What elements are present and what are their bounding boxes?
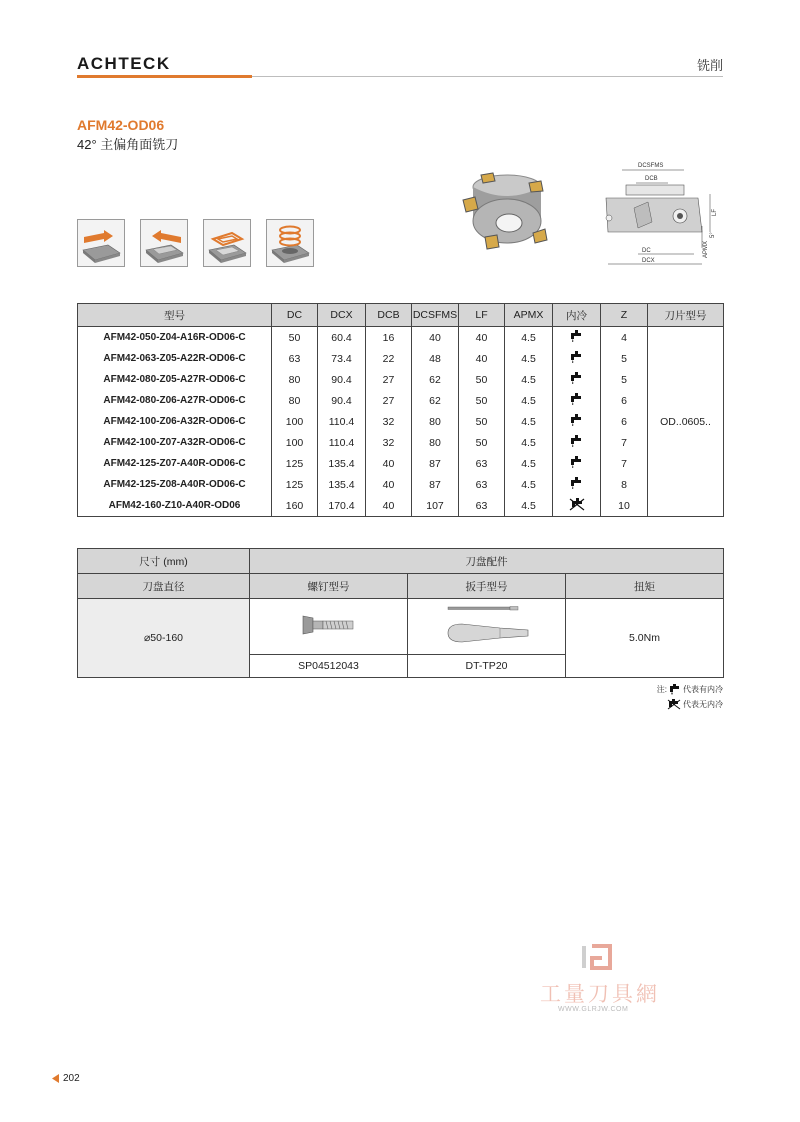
model-cell: AFM42-080-Z05-A27R-OD06-C [78, 369, 272, 390]
col-header: Z [601, 304, 648, 327]
dim-dc: DC [642, 248, 651, 254]
watermark-logo-icon [568, 942, 620, 972]
table-row [78, 432, 724, 453]
col-header: DCSFMS [412, 304, 459, 327]
col-header: 刀片型号 [648, 304, 724, 327]
table-cell: 80 [272, 390, 318, 411]
coolant-tap-icon [570, 372, 584, 385]
insert-model-cell: OD..0605.. [648, 327, 724, 517]
table-cell: 48 [412, 348, 459, 369]
table-cell: 5 [601, 348, 648, 369]
table-cell: 107 [412, 495, 459, 517]
header-accent-bar [77, 75, 252, 78]
table-cell: 60.4 [318, 327, 366, 349]
col-header: 型号 [78, 304, 272, 327]
table-cell: 50 [459, 432, 505, 453]
table-cell: 40 [366, 474, 412, 495]
table-cell: 63 [459, 474, 505, 495]
torque-value: 5.0Nm [566, 599, 724, 678]
table-cell: 6 [601, 390, 648, 411]
coolant-tap-icon [570, 456, 584, 469]
diameter-header: 刀盘直径 [78, 574, 250, 599]
table-cell: 80 [412, 411, 459, 432]
table-row [78, 390, 724, 411]
table-cell: 160 [272, 495, 318, 517]
model-cell: AFM42-125-Z07-A40R-OD06-C [78, 453, 272, 474]
coolant-cell [553, 474, 601, 495]
screw-model: SP04512043 [250, 655, 408, 678]
coolant-note [657, 684, 723, 695]
wrench-image-cell [408, 599, 566, 655]
table-cell: 4.5 [505, 369, 553, 390]
coolant-tap-icon [570, 435, 584, 448]
table-cell: 135.4 [318, 474, 366, 495]
table-cell: 62 [412, 390, 459, 411]
col-header: DCB [366, 304, 412, 327]
page-number-value: 202 [63, 1073, 80, 1084]
table-cell: 4.5 [505, 432, 553, 453]
coolant-cell [553, 432, 601, 453]
torque-header: 扭矩 [566, 574, 724, 599]
face-milling-icon [77, 219, 125, 267]
table-row [78, 348, 724, 369]
dim-apmx: APMX [703, 240, 709, 258]
table-cell: 125 [272, 453, 318, 474]
table-cell: 62 [412, 369, 459, 390]
col-header: DCX [318, 304, 366, 327]
table-cell: 87 [412, 453, 459, 474]
table-cell: 100 [272, 411, 318, 432]
coolant-tap-icon [570, 414, 584, 427]
table-cell: 125 [272, 474, 318, 495]
coolant-cell [553, 411, 601, 432]
pocket-milling-icon [203, 219, 251, 267]
table-cell: 5 [601, 369, 648, 390]
spec-header-row [78, 304, 724, 327]
table-row [78, 369, 724, 390]
table-cell: 63 [459, 495, 505, 517]
model-cell: AFM42-100-Z06-A32R-OD06-C [78, 411, 272, 432]
model-cell: AFM42-080-Z06-A27R-OD06-C [78, 390, 272, 411]
model-cell: AFM42-160-Z10-A40R-OD06 [78, 495, 272, 517]
table-row [78, 453, 724, 474]
note-prefix: 注: [656, 685, 667, 694]
coolant-cell [553, 369, 601, 390]
section-title: 铣削 [696, 58, 723, 73]
brand-logo: ACHTECK [77, 54, 171, 73]
table-cell: 50 [459, 411, 505, 432]
wrench-icon [442, 603, 532, 647]
model-cell: AFM42-125-Z08-A40R-OD06-C [78, 474, 272, 495]
table-cell: 50 [459, 369, 505, 390]
table-cell: 135.4 [318, 453, 366, 474]
table-cell: 4.5 [505, 348, 553, 369]
wrench-model: DT-TP20 [408, 655, 566, 678]
accessory-table [77, 548, 724, 678]
table-cell: 90.4 [318, 369, 366, 390]
model-cell: AFM42-100-Z07-A32R-OD06-C [78, 432, 272, 453]
col-header: APMX [505, 304, 553, 327]
table-row [78, 327, 724, 349]
no-coolant-icon [569, 498, 585, 511]
col-header: LF [459, 304, 505, 327]
col-header: 内冷 [553, 304, 601, 327]
table-cell: 32 [366, 411, 412, 432]
shoulder-milling-icon [140, 219, 188, 267]
table-cell: 110.4 [318, 411, 366, 432]
table-cell: 90.4 [318, 390, 366, 411]
table-cell: 40 [366, 495, 412, 517]
table-cell: 4.5 [505, 495, 553, 517]
size-header: 尺寸 (mm) [78, 549, 250, 574]
coolant-tap-icon [570, 351, 584, 364]
table-cell: 50 [459, 390, 505, 411]
product-code: AFM42-OD06 [77, 117, 165, 133]
note-without-coolant: 代表无内冷 [683, 700, 723, 709]
diameter-value: ⌀50-160 [78, 599, 250, 678]
table-cell: 40 [459, 348, 505, 369]
table-cell: 8 [601, 474, 648, 495]
table-row [78, 474, 724, 495]
table-cell: 80 [412, 432, 459, 453]
model-cell: AFM42-063-Z05-A22R-OD06-C [78, 348, 272, 369]
helical-milling-icon [266, 219, 314, 267]
dim-dcsfms: DCSFMS [638, 163, 664, 169]
table-cell: 40 [412, 327, 459, 349]
screw-icon [299, 610, 359, 640]
spec-table [77, 303, 724, 517]
coolant-cell [553, 327, 601, 349]
table-cell: 16 [366, 327, 412, 349]
table-cell: 50 [272, 327, 318, 349]
table-cell: 87 [412, 474, 459, 495]
table-cell: 110.4 [318, 432, 366, 453]
table-cell: 40 [366, 453, 412, 474]
product-subtitle: 42° 主偏角面铣刀 [77, 137, 179, 152]
table-cell: 4.5 [505, 453, 553, 474]
table-cell: 170.4 [318, 495, 366, 517]
table-cell: 100 [272, 432, 318, 453]
watermark-text: 工量刀具網 [540, 982, 660, 1006]
table-cell: 63 [272, 348, 318, 369]
dim-angle: 5° [710, 232, 716, 238]
parts-header: 刀盘配件 [250, 549, 724, 574]
screw-image-cell [250, 599, 408, 655]
table-cell: 4 [601, 327, 648, 349]
no-coolant-icon [667, 699, 681, 710]
no-coolant-note [667, 699, 723, 710]
watermark-url: WWW.GLRJW.COM [558, 1006, 629, 1013]
coolant-cell [553, 390, 601, 411]
table-cell: 63 [459, 453, 505, 474]
table-cell: 7 [601, 453, 648, 474]
dim-dcb: DCB [645, 176, 658, 182]
table-cell: 4.5 [505, 327, 553, 349]
table-row [78, 495, 724, 517]
table-cell: 4.5 [505, 390, 553, 411]
dim-dcx: DCX [642, 258, 655, 264]
coolant-tap-icon [570, 477, 584, 490]
coolant-cell [553, 348, 601, 369]
table-cell: 40 [459, 327, 505, 349]
col-header: DC [272, 304, 318, 327]
model-cell: AFM42-050-Z04-A16R-OD06-C [78, 327, 272, 349]
table-cell: 4.5 [505, 411, 553, 432]
table-cell: 7 [601, 432, 648, 453]
dim-lf: LF [712, 208, 718, 216]
screw-header: 螺钉型号 [250, 574, 408, 599]
dimension-drawing [598, 158, 726, 270]
table-cell: 27 [366, 390, 412, 411]
coolant-cell [553, 495, 601, 517]
table-cell: 80 [272, 369, 318, 390]
table-cell: 22 [366, 348, 412, 369]
wrench-header: 扳手型号 [408, 574, 566, 599]
coolant-tap-icon [669, 684, 681, 695]
coolant-cell [553, 453, 601, 474]
table-cell: 32 [366, 432, 412, 453]
triangle-left-icon [52, 1074, 59, 1083]
table-cell: 73.4 [318, 348, 366, 369]
table-cell: 6 [601, 411, 648, 432]
coolant-tap-icon [570, 393, 584, 406]
coolant-tap-icon [570, 330, 584, 343]
table-cell: 4.5 [505, 474, 553, 495]
table-cell: 10 [601, 495, 648, 517]
table-cell: 27 [366, 369, 412, 390]
note-with-coolant: 代表有内冷 [683, 685, 723, 694]
cutter-image [445, 165, 560, 260]
table-row [78, 411, 724, 432]
page-number [52, 1073, 80, 1084]
